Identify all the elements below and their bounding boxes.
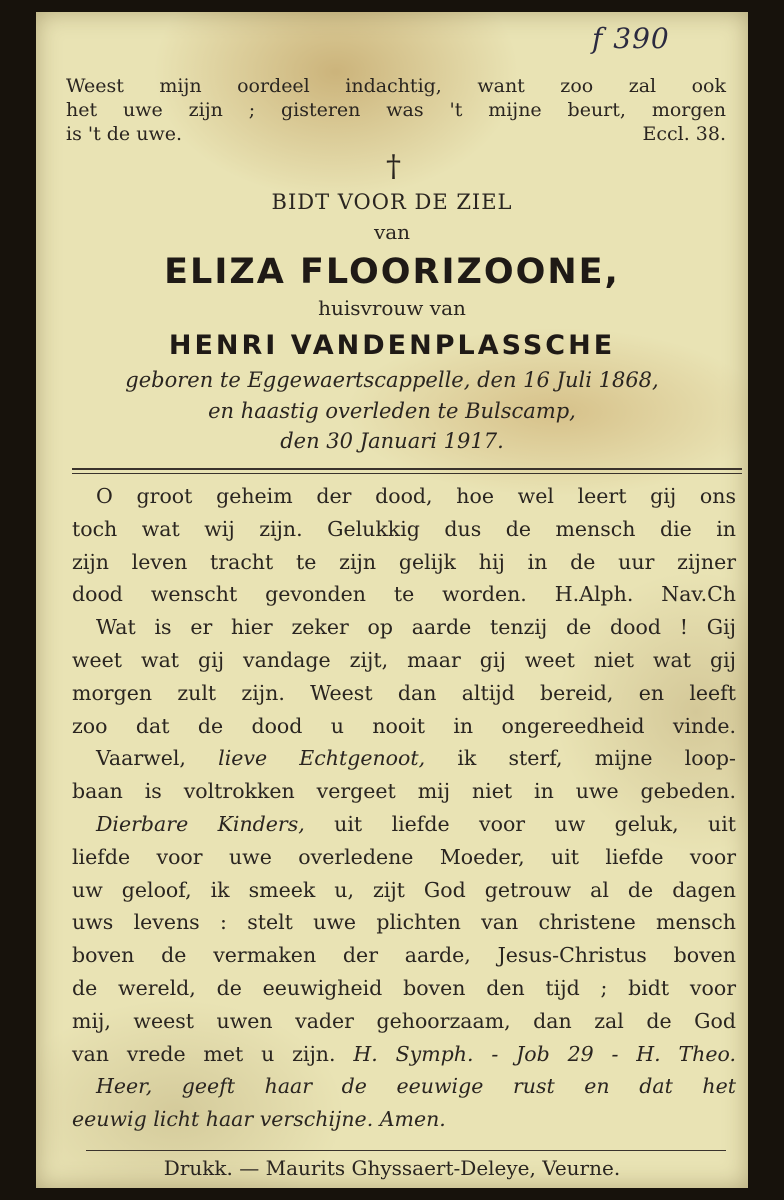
text-run-italic: eeuwig licht haar verschijne. Amen. — [72, 1107, 446, 1132]
body-line: O groot geheim der dood, hoe wel leert gij ons — [96, 484, 736, 508]
body-text — [72, 480, 736, 1136]
text-run-italic: H. Symph. - Job 29 - H. Theo. — [353, 1041, 736, 1066]
body-line: uws levens : stelt uwe plichten van christene mensch — [72, 910, 736, 935]
text-run-italic: lieve Echtgenoot, — [218, 746, 426, 771]
body-line: liefde voor uwe overledene Moeder, uit liefde voor — [72, 844, 736, 869]
body-line: weet wat gij vandage zijt, maar gij weet niet wat gij — [72, 647, 736, 672]
opening-verse — [66, 74, 726, 146]
body-line: mij, weest uwen vader gehoorzaam, dan zal de God — [72, 1008, 736, 1033]
verse-line: het uwe zijn ; gisteren was 't mijne beurt, morgen — [66, 99, 726, 121]
verse-citation: Eccl. 38. — [642, 123, 726, 145]
divider — [72, 468, 742, 470]
divider — [72, 473, 742, 474]
text-run: van vrede met u zijn. — [72, 1041, 336, 1066]
body-line — [72, 742, 736, 775]
body-line: boven de vermaken der aarde, Jesus-Christus boven — [72, 943, 736, 968]
text-run: uit liefde voor uw geluk, uit — [334, 811, 736, 836]
printer-credit: Drukk. — Maurits Ghyssaert-Deleye, Veurne. — [163, 1156, 621, 1180]
verse-line: is 't de uwe. — [66, 123, 182, 145]
body-line: morgen zult zijn. Weest dan altijd bereid, en leeft — [72, 680, 736, 705]
body-line: uw geloof, ik smeek u, zijt God getrouw al de dagen — [72, 877, 736, 902]
verse-last-line — [66, 122, 726, 146]
cross-icon: † — [386, 149, 401, 184]
body-line: zijn leven tracht te zijn gelijk hij in de uur zijner — [72, 549, 736, 574]
body-line: de wereld, de eeuwigheid boven den tijd ; bidt voor — [72, 975, 736, 1000]
deceased-name: ELIZA FLOORIZOONE, — [164, 252, 620, 292]
memorial-card — [36, 12, 748, 1188]
divider — [86, 1150, 726, 1151]
birth-line: geboren te Eggewaertscappelle, den 16 Juli 1868, — [125, 368, 659, 392]
text-run: ik sterf, mijne loop- — [457, 746, 736, 771]
body-line: zoo dat de dood u nooit in ongereedheid vinde. — [72, 713, 736, 738]
text-run-italic: Dierbare Kinders, — [96, 811, 305, 836]
text-run-italic: Heer, geeft haar de eeuwige rust en dat het — [96, 1074, 736, 1099]
relation-label: huisvrouw van — [318, 296, 466, 320]
death-line: en haastig overleden te Bulscamp, — [208, 399, 576, 423]
pray-heading: BIDT VOOR DE ZIEL — [271, 190, 513, 214]
body-line: toch wat wij zijn. Gelukkig dus de mensch die in — [72, 516, 736, 541]
prayer-line — [72, 1103, 736, 1136]
body-line: Wat is er hier zeker op aarde tenzij de dood ! Gij — [96, 615, 736, 640]
body-line: baan is voltrokken vergeet mij niet in uwe gebeden. — [72, 779, 736, 804]
death-date: den 30 Januari 1917. — [280, 429, 504, 453]
of-label: van — [373, 220, 411, 244]
body-line — [72, 808, 736, 841]
body-line — [72, 1038, 736, 1071]
body-line: dood wenscht gevonden te worden. H.Alph. Nav.Ch — [72, 582, 736, 607]
prayer-line — [72, 1070, 736, 1103]
handwritten-note: f 390 — [592, 22, 670, 55]
verse-line: Weest mijn oordeel indachtig, want zoo zal ook — [66, 75, 726, 97]
husband-name: HENRI VANDENPLASSCHE — [168, 330, 616, 361]
text-run: Vaarwel, — [96, 746, 186, 771]
